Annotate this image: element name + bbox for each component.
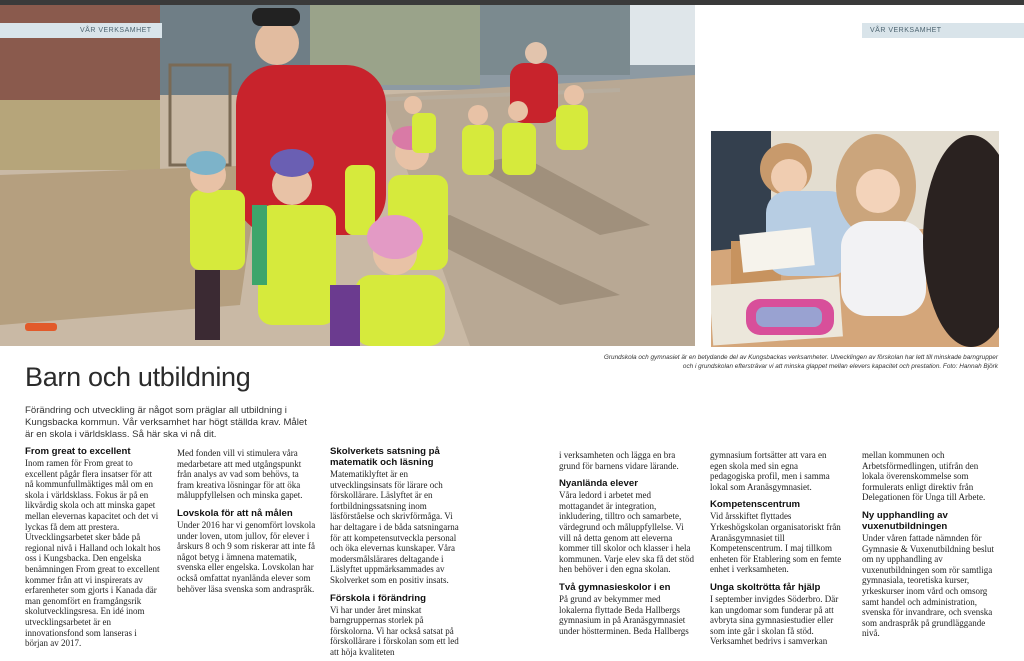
paragraph: Vi har under året minskat barngruppernas storlek på förskolorna. Vi har också satsat på förskollärare i förskolan som ett led att höja kvaliteten — [330, 604, 459, 657]
heading-tva-gymnasieskolor: Två gymnasieskolor i en — [559, 581, 671, 593]
column-6 — [862, 450, 1000, 642]
column-2 — [177, 448, 317, 597]
paragraph: gymnasium fortsätter att vara en egen skola med sin egna pedagogiska profil, men i samma lokal som Aranäsgymnasiet. — [710, 450, 830, 492]
heading-lovskola: Lovskola för att nå målen — [177, 507, 293, 519]
paragraph: i verksamheten och lägga en bra grund för barnens vidare lärande. — [559, 450, 679, 471]
heading-skolverkets-satsning: Skolverkets satsning på matematik och läsning — [330, 446, 440, 468]
paragraph: Inom ramen för From great to excellent pågår flera insatser för att nå kommunfullmäktiges mål om en skola i världsklass. Fokus är på en likvärdig skola och att minska gapet mellan elevernas kapacitet och det vi lyckas få dem att prestera. Utvecklingsarbetet sker både på regional nivå i Halland och lokalt hos oss i Kungsbacka. Den engelska benämningen From great to excellent kommer från att vi inspirerats av erfarenheter som gjorts i Kanada där man genomfört en framgångsrik skolutvecklingsresa. En idé inom utvecklingsarbetet är en innovationsfond som lanseras i början av 2017. — [25, 458, 161, 649]
section-tag-right: VÅR VERKSAMHET — [862, 23, 1024, 38]
heading-unga-skoltrotta: Unga skoltrötta får hjälp — [710, 581, 821, 593]
photo-caption: Grundskola och gymnasiet är en betydande del av Kungsbackas verksamheter. Utvecklingen av förskolan har lett till minskade barngrupper och i grundskolan eftersträvar vi att minska glappet mellan elevers kapacitet och prestation. Foto: Hannah Björk — [603, 354, 998, 370]
paragraph: Vid årsskiftet flyttades Yrkeshögskolan organisatoriskt från Aranäsgymnasiet till Kompetenscentrum. I maj tillkom enheten för Etablering som en femte enhet i verksamheten. — [710, 511, 842, 575]
paragraph: Matematiklyftet är en utvecklingsinsats för lärare och förskollärare. Läslyftet är en fortbildningssatsning inom läsförståelse och skrivförmåga. Vi har deltagare i de båda satsningarna för att kompetensutveckla personal och öka elevernas kunskaper. Våra modersmålslärares deltagande i Läslyftet uppmärksammades av Skolverket som en positiv insats. — [330, 469, 459, 585]
column-1 — [25, 446, 161, 652]
page-title: Barn och utbildning — [25, 362, 251, 392]
column-4 — [559, 450, 695, 639]
section-tag-left: VÅR VERKSAMHET — [0, 23, 162, 38]
heading-kompetenscentrum: Kompetenscentrum — [710, 499, 801, 511]
heading-from-great-to-excellent: From great to excellent — [25, 446, 131, 457]
paragraph: Våra ledord i arbetet med mottagandet är integration, inkludering, tilltro och samarbete, värdegrund och måluppfyllelse. Vi vill nå detta genom att eleverna kommer till skolor och klasser i hela kommunen. Varje elev ska få det stöd hen behöver i den egna skolan. — [559, 490, 695, 575]
photo-children-walking — [0, 5, 695, 346]
lead-paragraph: Förändring och utveckling är något som präglar all utbildning i Kungsbacka kommun. Vår verksamhet har högt ställda krav. Målet är en skola i världsklass. Så här ska vi nå dit. — [25, 405, 307, 440]
heading-nyanlanda-elever: Nyanlända elever — [559, 478, 638, 490]
paragraph: Under våren fattade nämnden för Gymnasie & Vuxenutbildning beslut om ny upphandling av vuxenutbildningen som rör samtliga gymnasiala, teoretiska kurser, yrkeskurser inom vård och omsorg samt handel och administration, svenska för invandrare, och svenska som andraspråk på grundläggande nivå. — [862, 532, 995, 639]
paragraph: Under 2016 har vi genomfört lovskola under loven, utom jullov, för elever i årskurs 8 och 9 som riskerar att inte få något betyg i ämnena matematik, svenska eller engelska. Lovskolan har också omfattat nyanlända elever som behöver läsa svenska som andraspråk. — [177, 519, 316, 594]
paragraph: På grund av bekymmer med lokalerna flyttade Beda Hallbergs gymnasium in på Aranäsgymnasiet under höstterminen. Beda Hallbergs — [559, 593, 689, 636]
paragraph: Med fonden vill vi stimulera våra medarbetare att med utgångspunkt från analys av vad som behövs, ta fram kreativa lösningar för att öka måluppfyllelsen och minska gapet. — [177, 448, 303, 501]
column-5 — [710, 450, 844, 650]
paragraph: mellan kommunen och Arbetsförmedlingen, utifrån den lokala överenskommelse som formulerats enligt direktiv från Delegationen för Unga till Arbete. — [862, 450, 986, 503]
heading-forskola-i-forandring: Förskola i förändring — [330, 592, 426, 604]
heading-ny-upphandling: Ny upphandling av vuxenutbildningen — [862, 509, 948, 532]
photo-students-studying — [711, 131, 999, 347]
paragraph: I september invigdes Söderbro. Där kan ungdomar som funderar på att avbryta sina gymnasiestudier eller som inte går i skolan få stöd. Verksamhet bedrivs i samverkan — [710, 593, 839, 647]
column-3 — [330, 446, 466, 661]
